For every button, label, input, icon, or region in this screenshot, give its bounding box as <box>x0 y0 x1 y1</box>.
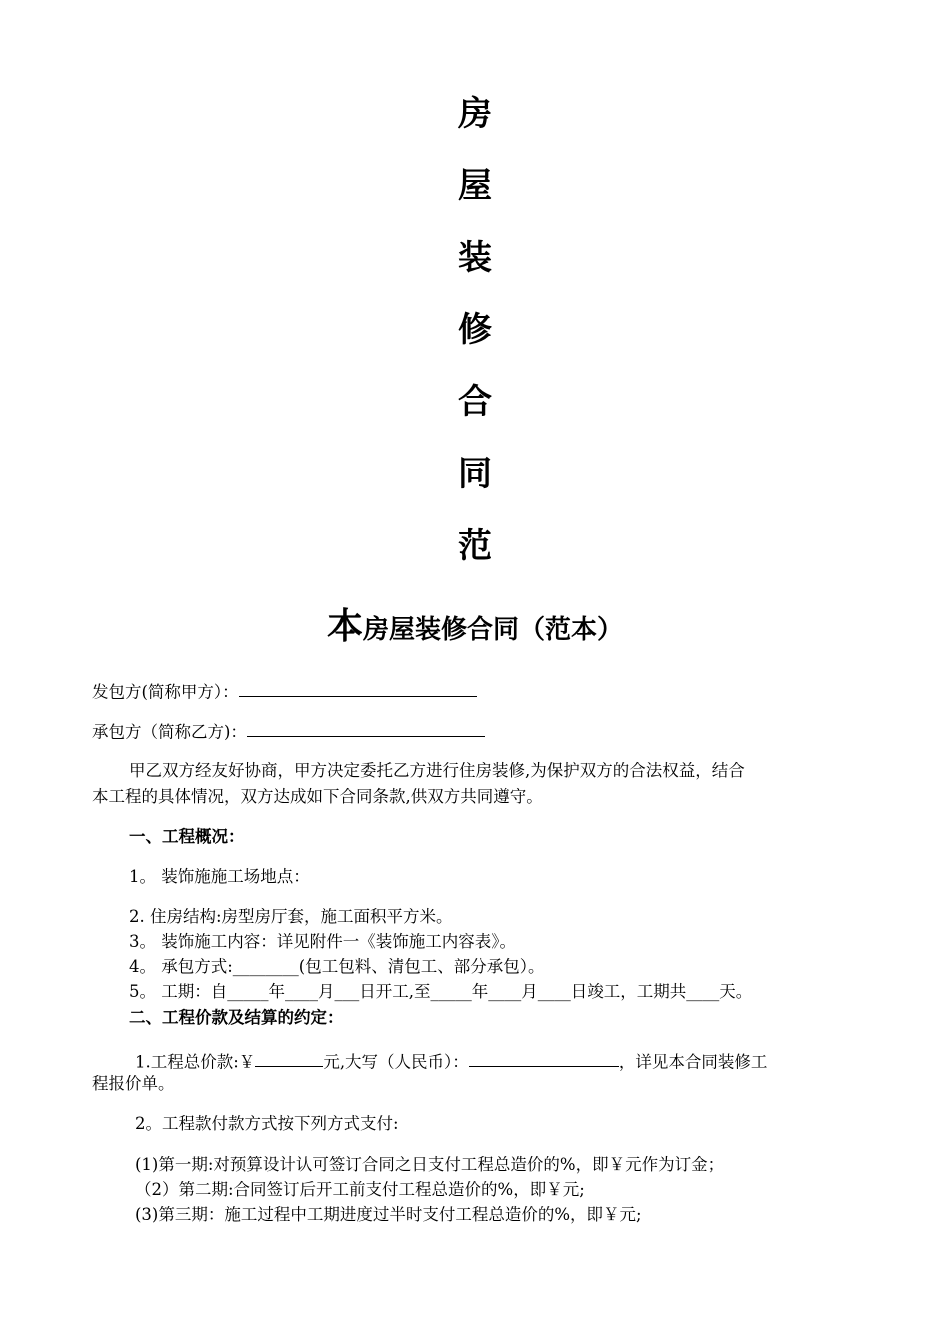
section-1-item-5: 5。 工期：自_____年____月___日开工,至_____年____月____日竣工，工期共____天。 <box>129 982 753 1001</box>
payment-phase-1: (1)第一期:对预算设计认可签订合同之日支付工程总造价的%，即￥元作为订金； <box>135 1155 725 1174</box>
payment-intro: 2。工程款付款方式按下列方式支付: <box>135 1114 399 1133</box>
section-1-item-4: 4。 承包方式:________(包工包料、清包工、部分承包）。 <box>129 957 545 976</box>
cover-title-char: 屋 <box>458 166 492 206</box>
cover-title-char: 装 <box>458 238 492 278</box>
cover-title-char: 范 <box>458 526 492 566</box>
section-1-item-2: 2. 住房结构:房型房厅套，施工面积平方米。 <box>129 907 453 926</box>
party-b-label: 承包方（简称乙方)： <box>92 722 247 742</box>
price-amount-blank[interactable] <box>255 1049 323 1067</box>
cover-title-vertical <box>0 94 950 601</box>
price-label: 1.工程总价款:￥ <box>135 1052 256 1072</box>
payment-phase-3: (3)第三期：施工过程中工期进度过半时支付工程总造价的%，即￥元; <box>135 1205 642 1224</box>
party-a-label: 发包方(简称甲方）： <box>92 682 239 702</box>
document-title <box>0 607 950 647</box>
cover-title-char: 合 <box>458 382 492 422</box>
payment-phase-2: （2）第二期:合同签订后开工前支付工程总造价的%，即￥元; <box>135 1180 585 1199</box>
cover-title-char: 同 <box>458 454 492 494</box>
party-b-line <box>92 719 485 743</box>
intro-line-1: 甲乙双方经友好协商，甲方决定委托乙方进行住房装修,为保护双方的合法权益，结合 <box>129 761 745 780</box>
intro-line-2: 本工程的具体情况，双方达成如下合同条款,供双方共同遵守。 <box>92 787 543 806</box>
cover-title-char: 修 <box>458 310 492 350</box>
price-line-2: 程报价单。 <box>92 1074 175 1093</box>
price-capital-blank[interactable] <box>469 1049 619 1067</box>
price-note: ，详见本合同装修工 <box>618 1052 768 1072</box>
party-a-line <box>92 679 477 703</box>
cover-title-char: 房 <box>458 94 492 134</box>
price-line-1 <box>135 1049 767 1073</box>
section-2-heading: 二、工程价款及结算的约定： <box>129 1008 344 1027</box>
party-a-blank[interactable] <box>239 679 477 697</box>
document-title-rest: 房屋装修合同（范本） <box>363 615 624 645</box>
price-capital-label: 元,大写（人民币）： <box>323 1052 469 1072</box>
section-1-heading: 一、工程概况： <box>129 827 245 846</box>
section-1-item-3: 3。 装饰施工内容：详见附件一《装饰施工内容表》。 <box>129 932 516 951</box>
party-b-blank[interactable] <box>247 719 485 737</box>
document-title-first-char: 本 <box>326 606 363 647</box>
section-1-item-1: 1。 装饰施施工场地点： <box>129 867 310 886</box>
